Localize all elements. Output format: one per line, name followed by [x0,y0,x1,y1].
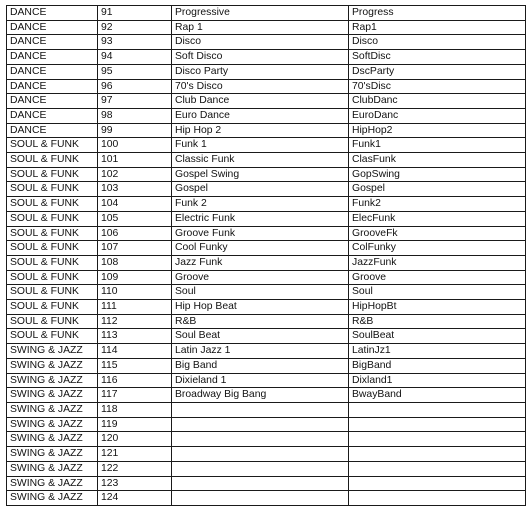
style-category-cell: DANCE [7,20,98,35]
table-row [7,358,526,373]
table-row [7,388,526,403]
style-name-cell: Progressive [172,6,349,21]
table-row [7,417,526,432]
style-name-cell: 70's Disco [172,79,349,94]
style-list-sheet [6,5,526,506]
style-name-cell: Hip Hop Beat [172,300,349,315]
table-row [7,314,526,329]
style-short-name-cell: GrooveFk [349,226,526,241]
style-number-cell: 100 [98,138,172,153]
table-row [7,241,526,256]
table-row [7,402,526,417]
style-category-cell: SWING & JAZZ [7,476,98,491]
style-number-cell: 109 [98,270,172,285]
style-short-name-cell: BwayBand [349,388,526,403]
style-category-cell: SOUL & FUNK [7,300,98,315]
style-category-cell: SOUL & FUNK [7,241,98,256]
style-name-cell [172,417,349,432]
style-number-cell: 111 [98,300,172,315]
style-number-cell: 119 [98,417,172,432]
style-name-cell: R&B [172,314,349,329]
table-row [7,153,526,168]
style-short-name-cell: BigBand [349,358,526,373]
style-short-name-cell: LatinJz1 [349,344,526,359]
style-category-cell: SOUL & FUNK [7,270,98,285]
style-category-cell: SWING & JAZZ [7,417,98,432]
style-name-cell: Groove Funk [172,226,349,241]
style-short-name-cell [349,476,526,491]
table-row [7,255,526,270]
style-category-cell: SWING & JAZZ [7,461,98,476]
style-name-cell: Soul [172,285,349,300]
style-category-cell: DANCE [7,35,98,50]
table-row [7,123,526,138]
style-short-name-cell: HipHop2 [349,123,526,138]
table-row [7,182,526,197]
style-short-name-cell [349,461,526,476]
style-category-cell: DANCE [7,108,98,123]
style-short-name-cell: GopSwing [349,167,526,182]
style-number-cell: 122 [98,461,172,476]
table-row [7,50,526,65]
style-name-cell: Cool Funky [172,241,349,256]
style-number-cell: 93 [98,35,172,50]
style-number-cell: 115 [98,358,172,373]
style-name-cell: Disco [172,35,349,50]
style-name-cell: Hip Hop 2 [172,123,349,138]
style-short-name-cell: HipHopBt [349,300,526,315]
style-category-cell: SOUL & FUNK [7,226,98,241]
style-number-cell: 95 [98,64,172,79]
table-row [7,79,526,94]
style-category-cell: SWING & JAZZ [7,373,98,388]
style-number-cell: 98 [98,108,172,123]
style-number-cell: 121 [98,447,172,462]
table-row [7,491,526,506]
style-category-cell: SOUL & FUNK [7,153,98,168]
style-number-cell: 116 [98,373,172,388]
style-name-cell: Disco Party [172,64,349,79]
style-category-cell: SOUL & FUNK [7,138,98,153]
table-row [7,285,526,300]
style-name-cell: Electric Funk [172,211,349,226]
style-number-cell: 118 [98,402,172,417]
table-row [7,329,526,344]
style-name-cell: Jazz Funk [172,255,349,270]
table-row [7,64,526,79]
style-short-name-cell: JazzFunk [349,255,526,270]
style-name-cell: Groove [172,270,349,285]
style-category-cell: DANCE [7,79,98,94]
style-category-cell: DANCE [7,50,98,65]
style-category-cell: SWING & JAZZ [7,358,98,373]
style-category-cell: SOUL & FUNK [7,285,98,300]
table-row [7,20,526,35]
style-number-cell: 112 [98,314,172,329]
style-number-cell: 96 [98,79,172,94]
table-row [7,197,526,212]
style-short-name-cell: Soul [349,285,526,300]
style-short-name-cell: Disco [349,35,526,50]
style-number-cell: 104 [98,197,172,212]
style-number-cell: 101 [98,153,172,168]
style-short-name-cell: SoftDisc [349,50,526,65]
style-name-cell [172,447,349,462]
style-category-cell: SWING & JAZZ [7,402,98,417]
style-short-name-cell [349,417,526,432]
style-name-cell [172,402,349,417]
style-short-name-cell: Dixland1 [349,373,526,388]
style-number-cell: 107 [98,241,172,256]
table-row [7,432,526,447]
style-number-cell: 102 [98,167,172,182]
style-short-name-cell: SoulBeat [349,329,526,344]
style-category-cell: DANCE [7,64,98,79]
style-name-cell: Euro Dance [172,108,349,123]
style-name-cell [172,432,349,447]
style-number-cell: 123 [98,476,172,491]
style-name-cell: Gospel [172,182,349,197]
style-name-cell: Classic Funk [172,153,349,168]
style-category-cell: DANCE [7,123,98,138]
style-category-cell: SWING & JAZZ [7,344,98,359]
table-row [7,94,526,109]
table-row [7,461,526,476]
style-name-cell: Dixieland 1 [172,373,349,388]
style-number-cell: 92 [98,20,172,35]
style-short-name-cell: EuroDanc [349,108,526,123]
style-number-cell: 91 [98,6,172,21]
table-row [7,6,526,21]
style-name-cell [172,476,349,491]
style-short-name-cell [349,447,526,462]
table-row [7,35,526,50]
style-short-name-cell: R&B [349,314,526,329]
table-row [7,270,526,285]
style-short-name-cell: Groove [349,270,526,285]
style-short-name-cell [349,402,526,417]
style-short-name-cell: 70'sDisc [349,79,526,94]
style-short-name-cell: ColFunky [349,241,526,256]
style-category-cell: SOUL & FUNK [7,167,98,182]
style-number-cell: 97 [98,94,172,109]
style-short-name-cell: Progress [349,6,526,21]
table-row [7,476,526,491]
style-name-cell: Big Band [172,358,349,373]
style-name-cell: Rap 1 [172,20,349,35]
table-row [7,373,526,388]
style-category-cell: SWING & JAZZ [7,388,98,403]
table-row [7,226,526,241]
style-name-cell: Soul Beat [172,329,349,344]
style-number-cell: 106 [98,226,172,241]
style-table [6,5,526,506]
style-category-cell: SOUL & FUNK [7,197,98,212]
table-row [7,447,526,462]
style-category-cell: SOUL & FUNK [7,314,98,329]
style-name-cell: Broadway Big Bang [172,388,349,403]
style-category-cell: SOUL & FUNK [7,329,98,344]
style-number-cell: 113 [98,329,172,344]
style-category-cell: SWING & JAZZ [7,447,98,462]
style-name-cell [172,461,349,476]
style-category-cell: DANCE [7,94,98,109]
style-category-cell: SWING & JAZZ [7,432,98,447]
style-number-cell: 117 [98,388,172,403]
style-short-name-cell: Funk2 [349,197,526,212]
style-number-cell: 108 [98,255,172,270]
style-number-cell: 99 [98,123,172,138]
style-short-name-cell: Rap1 [349,20,526,35]
style-category-cell: SOUL & FUNK [7,255,98,270]
style-category-cell: SOUL & FUNK [7,182,98,197]
style-table-body [7,6,526,506]
style-short-name-cell: ElecFunk [349,211,526,226]
style-category-cell: DANCE [7,6,98,21]
table-row [7,211,526,226]
table-row [7,300,526,315]
style-number-cell: 124 [98,491,172,506]
table-row [7,138,526,153]
style-category-cell: SWING & JAZZ [7,491,98,506]
style-short-name-cell: Gospel [349,182,526,197]
style-name-cell: Latin Jazz 1 [172,344,349,359]
style-short-name-cell: Funk1 [349,138,526,153]
style-name-cell: Funk 2 [172,197,349,212]
style-short-name-cell: ClasFunk [349,153,526,168]
style-category-cell: SOUL & FUNK [7,211,98,226]
table-row [7,344,526,359]
style-name-cell: Soft Disco [172,50,349,65]
style-name-cell [172,491,349,506]
style-number-cell: 110 [98,285,172,300]
style-number-cell: 114 [98,344,172,359]
table-row [7,108,526,123]
style-name-cell: Club Dance [172,94,349,109]
style-short-name-cell: ClubDanc [349,94,526,109]
style-number-cell: 103 [98,182,172,197]
style-name-cell: Gospel Swing [172,167,349,182]
style-number-cell: 120 [98,432,172,447]
style-number-cell: 105 [98,211,172,226]
style-short-name-cell [349,491,526,506]
style-name-cell: Funk 1 [172,138,349,153]
style-short-name-cell [349,432,526,447]
style-number-cell: 94 [98,50,172,65]
table-row [7,167,526,182]
style-short-name-cell: DscParty [349,64,526,79]
